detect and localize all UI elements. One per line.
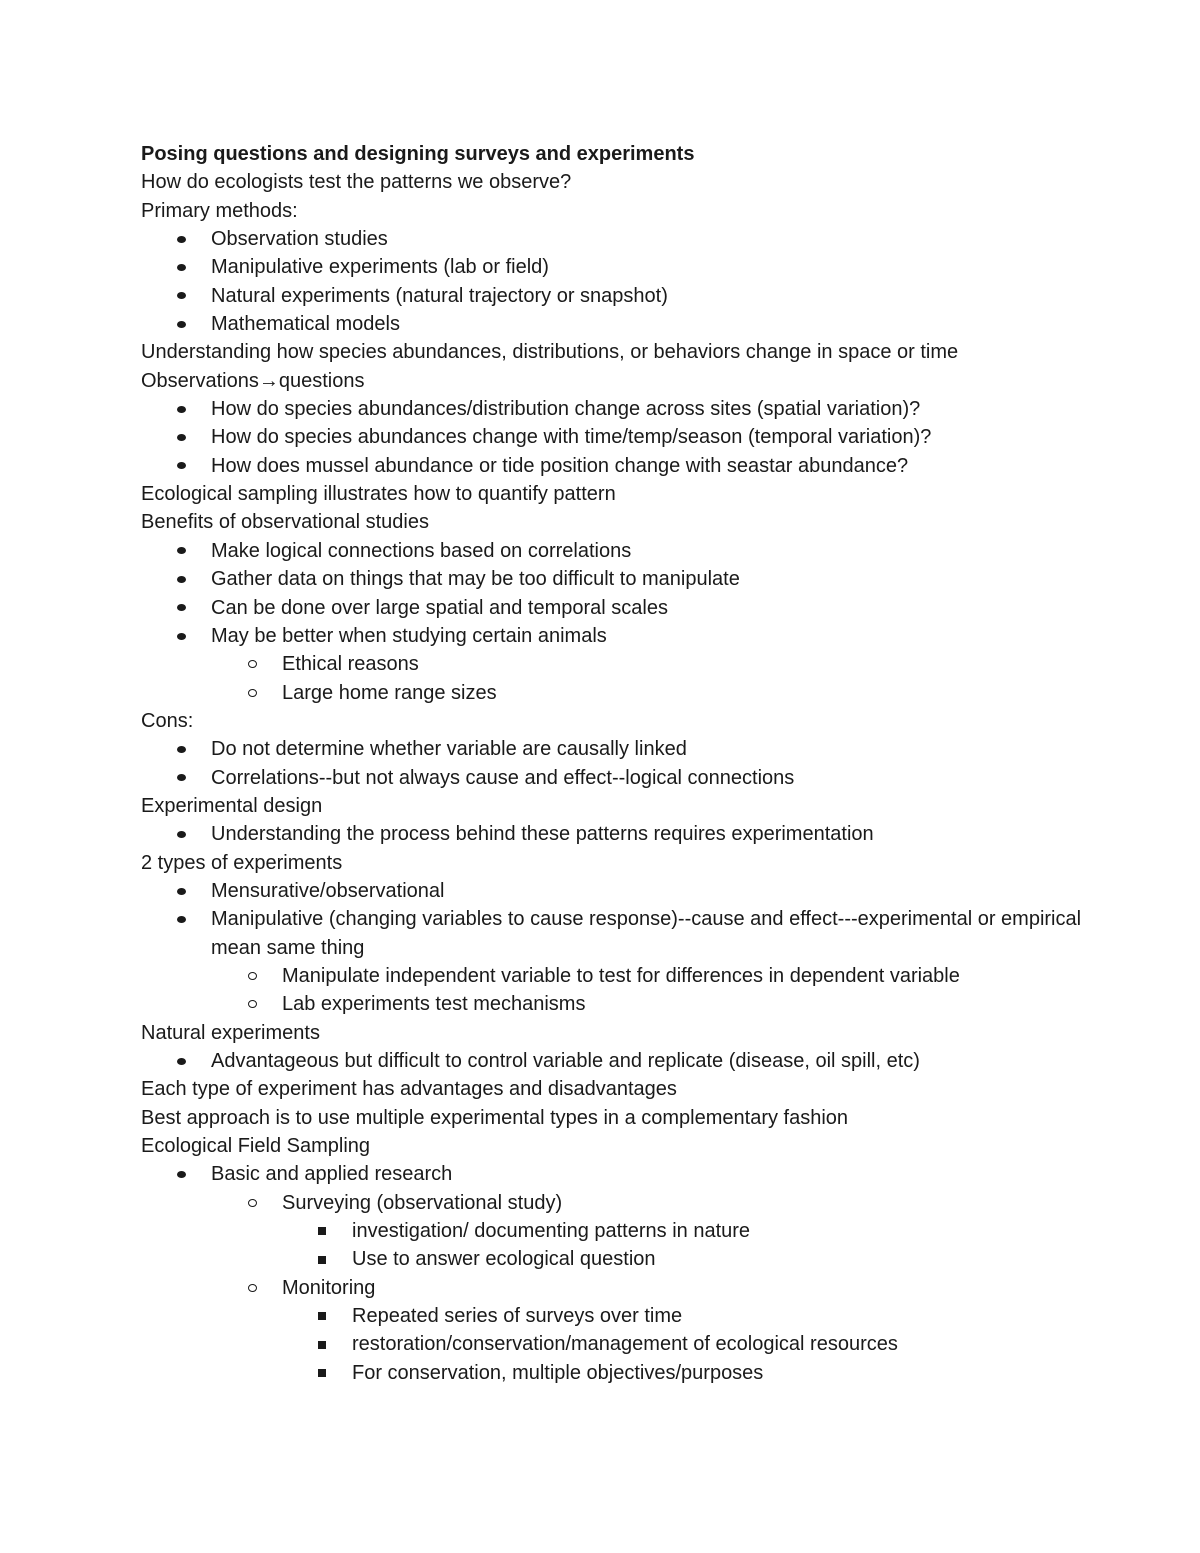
list-item: [141, 1217, 1101, 1245]
document-body: [141, 140, 1101, 1387]
bullet-disc-icon: [177, 820, 186, 848]
page-title: Posing questions and designing surveys and experiments: [141, 143, 695, 165]
line-text: Monitoring: [282, 1276, 376, 1299]
line-text: Make logical connections based on correlations: [211, 539, 632, 562]
bullet-disc-icon: [177, 905, 186, 933]
line-text: Mathematical models: [211, 313, 400, 336]
bullet-circle-icon: [248, 990, 257, 1018]
list-item: [141, 650, 1101, 678]
bullet-disc-icon: [177, 452, 186, 480]
note-line: [141, 367, 1101, 395]
list-item: [141, 395, 1101, 423]
line-text: Manipulative (changing variables to cause response)--cause and effect---experimental or empirical mean same thing: [211, 908, 1082, 959]
line-text: Each type of experiment has advantages and disadvantages: [141, 1078, 677, 1101]
note-line: [141, 1075, 1101, 1103]
line-text: Correlations--but not always cause and effect--logical connections: [211, 766, 795, 789]
bullet-circle-icon: [248, 1189, 257, 1217]
list-item: [141, 1245, 1101, 1273]
list-item: [141, 565, 1101, 593]
line-text: How do ecologists test the patterns we observe?: [141, 171, 572, 194]
list-item: [141, 990, 1101, 1018]
bullet-disc-icon: [177, 764, 186, 792]
bullet-square-icon: [318, 1302, 326, 1330]
line-text: Primary methods:: [141, 199, 298, 222]
notes-list: [141, 168, 1101, 1387]
list-item: [141, 1359, 1101, 1387]
list-item: [141, 594, 1101, 622]
list-item: [141, 1160, 1101, 1188]
bullet-circle-icon: [248, 650, 257, 678]
bullet-disc-icon: [177, 423, 186, 451]
list-item: [141, 905, 1101, 962]
list-item: [141, 310, 1101, 338]
line-text: Experimental design: [141, 794, 323, 817]
line-text: Best approach is to use multiple experimental types in a complementary fashion: [141, 1106, 849, 1129]
line-text: Use to answer ecological question: [352, 1248, 656, 1271]
bullet-square-icon: [318, 1217, 326, 1245]
bullet-circle-icon: [248, 962, 257, 990]
list-item: [141, 282, 1101, 310]
list-item: [141, 962, 1101, 990]
line-text: Can be done over large spatial and temporal scales: [211, 596, 668, 619]
line-text: Cons:: [141, 709, 194, 732]
line-text: Natural experiments: [141, 1021, 320, 1044]
bullet-disc-icon: [177, 594, 186, 622]
note-line: [141, 707, 1101, 735]
bullet-disc-icon: [177, 282, 186, 310]
bullet-disc-icon: [177, 565, 186, 593]
line-text: Observations→questions: [141, 369, 365, 392]
line-text: How does mussel abundance or tide position change with seastar abundance?: [211, 454, 909, 477]
list-item: [141, 537, 1101, 565]
line-text: Basic and applied research: [211, 1163, 453, 1186]
bullet-circle-icon: [248, 1274, 257, 1302]
list-item: [141, 1274, 1101, 1302]
list-item: [141, 820, 1101, 848]
note-line: [141, 1104, 1101, 1132]
line-text: Understanding the process behind these patterns requires experimentation: [211, 823, 874, 846]
list-item: [141, 423, 1101, 451]
note-line: [141, 480, 1101, 508]
line-text: 2 types of experiments: [141, 851, 343, 874]
bullet-disc-icon: [177, 622, 186, 650]
line-text: How do species abundances change with time/temp/season (temporal variation)?: [211, 426, 932, 449]
list-item: [141, 764, 1101, 792]
line-text: restoration/conservation/management of ecological resources: [352, 1333, 898, 1356]
note-line: [141, 1132, 1101, 1160]
line-text: Manipulative experiments (lab or field): [211, 256, 549, 279]
line-text: Benefits of observational studies: [141, 511, 429, 534]
line-text: Lab experiments test mechanisms: [282, 993, 586, 1016]
note-line: [141, 508, 1101, 536]
list-item: [141, 1189, 1101, 1217]
line-text: Mensurative/observational: [211, 879, 445, 902]
bullet-disc-icon: [177, 735, 186, 763]
note-line: [141, 1019, 1101, 1047]
list-item: [141, 253, 1101, 281]
list-item: [141, 1302, 1101, 1330]
line-text: Repeated series of surveys over time: [352, 1305, 683, 1328]
line-text: Large home range sizes: [282, 681, 497, 704]
line-text: Natural experiments (natural trajectory or snapshot): [211, 284, 668, 307]
note-line: [141, 168, 1101, 196]
line-text: Observation studies: [211, 228, 388, 251]
line-text: May be better when studying certain animals: [211, 624, 607, 647]
bullet-circle-icon: [248, 679, 257, 707]
list-item: [141, 679, 1101, 707]
line-text: Ecological sampling illustrates how to quantify pattern: [141, 483, 616, 506]
bullet-square-icon: [318, 1330, 326, 1358]
line-text: Advantageous but difficult to control variable and replicate (disease, oil spill, etc): [211, 1050, 920, 1072]
list-item: [141, 877, 1101, 905]
list-item: [141, 225, 1101, 253]
line-text: Ecological Field Sampling: [141, 1135, 371, 1158]
bullet-disc-icon: [177, 1047, 186, 1075]
bullet-disc-icon: [177, 225, 186, 253]
list-item: [141, 622, 1101, 650]
bullet-square-icon: [318, 1245, 326, 1273]
line-text: Manipulate independent variable to test for differences in dependent variable: [282, 964, 960, 987]
list-item: [141, 1330, 1101, 1358]
line-text: For conservation, multiple objectives/purposes: [352, 1361, 764, 1384]
bullet-disc-icon: [177, 537, 186, 565]
note-line: [141, 197, 1101, 225]
list-item: [141, 735, 1101, 763]
line-text: investigation/ documenting patterns in nature: [352, 1220, 751, 1243]
line-text: Ethical reasons: [282, 653, 419, 676]
bullet-disc-icon: [177, 1160, 186, 1188]
bullet-disc-icon: [177, 253, 186, 281]
line-text: Gather data on things that may be too difficult to manipulate: [211, 568, 740, 591]
bullet-disc-icon: [177, 395, 186, 423]
bullet-disc-icon: [177, 310, 186, 338]
line-text: Surveying (observational study): [282, 1191, 563, 1214]
bullet-square-icon: [318, 1359, 326, 1387]
line-text: Understanding how species abundances, distributions, or behaviors change in space or time: [141, 341, 959, 364]
line-text: Do not determine whether variable are causally linked: [211, 738, 687, 761]
list-item: [141, 1047, 1101, 1075]
line-text: How do species abundances/distribution change across sites (spatial variation)?: [211, 398, 921, 421]
note-line: [141, 849, 1101, 877]
list-item: [141, 452, 1101, 480]
bullet-disc-icon: [177, 877, 186, 905]
note-line: [141, 792, 1101, 820]
note-line: [141, 338, 1101, 366]
